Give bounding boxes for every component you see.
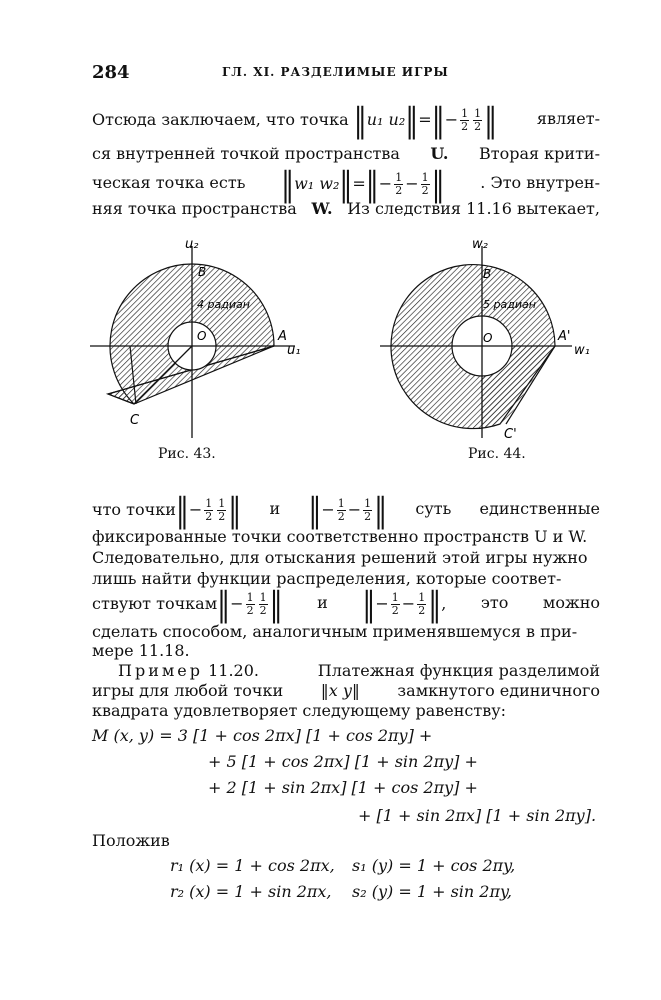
para2-line1: что точки‖− $\frac{1}{2}$ $\frac{1}{2}$ ‖ и ‖− $\frac{1}{2}$ − $\frac{1}{2}$ ‖ суть единственные bbox=[92, 491, 600, 530]
fig44-B: B bbox=[483, 267, 492, 281]
figure-43 bbox=[90, 237, 300, 438]
para2-line6: сделать способом, аналогичным применявшемуся в при- bbox=[92, 622, 578, 641]
para1-line3: ческая точка есть ‖w₁ w₂‖=‖− $\frac{1}{2}$ − $\frac{1}{2}$ ‖ . Это внутрен- bbox=[92, 165, 600, 204]
example-line3: квадрата удовлетворяет следующему равенству: bbox=[92, 701, 507, 720]
fig44-w1: w₁ bbox=[574, 343, 590, 358]
para2-line2: фиксированные точки соответственно пространств U и W. bbox=[92, 527, 588, 546]
para2-line7: мере 11.18. bbox=[92, 641, 190, 660]
para2-line5: ствуют точкам‖− $\frac{1}{2}$ $\frac{1}{2}$ ‖ и ‖− $\frac{1}{2}$ − $\frac{1}{2}$ ‖, это можно bbox=[92, 585, 600, 624]
def-s2: s₂ (y) = 1 + sin 2πy, bbox=[352, 882, 512, 901]
fig44-O: O bbox=[483, 331, 493, 345]
fig44-w2: w₂ bbox=[472, 237, 488, 252]
para1-line1: Отсюда заключаем, что точка ‖u₁ u₂‖=‖− $\frac{1}{2}$ $\frac{1}{2}$ ‖ являет- bbox=[92, 101, 600, 140]
page-header bbox=[92, 62, 592, 84]
fig44-arc-label: 5 радиан bbox=[483, 298, 536, 311]
formula-line1: M (x, y) = 3 [1 + cos 2πx] [1 + cos 2πy] + bbox=[92, 726, 433, 745]
fig44-caption: Рис. 44. bbox=[468, 446, 526, 462]
def-r2: r₂ (x) = 1 + sin 2πx, bbox=[170, 882, 332, 901]
fig43-O: O bbox=[197, 329, 207, 343]
example-line2: игры для любой точки ‖x y‖ замкнутого единичного bbox=[92, 681, 600, 700]
polozhiv: Положив bbox=[92, 831, 170, 850]
fig43-u1: u₁ bbox=[287, 343, 301, 358]
para1-line2: ся внутренней точкой пространства U. Вторая крити- bbox=[92, 144, 600, 163]
fig43-arc-label: 4 радиан bbox=[197, 298, 250, 311]
para2-line4: лишь найти функции распределения, которые соответ- bbox=[92, 569, 562, 588]
fig43-A: A bbox=[278, 329, 287, 344]
para2-line3: Следовательно, для отыскания решений этой игры нужно bbox=[92, 548, 588, 567]
figure-44 bbox=[380, 237, 590, 442]
fig43-u2: u₂ bbox=[185, 237, 199, 252]
example-line1: Пример 11.20. Платежная функция разделимой bbox=[118, 661, 600, 680]
def-r1: r₁ (x) = 1 + cos 2πx, bbox=[170, 856, 335, 875]
fig43-caption: Рис. 43. bbox=[158, 446, 216, 462]
para1-line4: няя точка пространства W. Из следствия 11.16 вытекает, bbox=[92, 199, 600, 218]
chapter-title: ГЛ. XI. РАЗДЕЛИМЫЕ ИГРЫ bbox=[222, 65, 449, 79]
fig43-C: C bbox=[130, 413, 140, 428]
def-s1: s₁ (y) = 1 + cos 2πy, bbox=[352, 856, 516, 875]
formula-line4: + [1 + sin 2πx] [1 + sin 2πy]. bbox=[358, 806, 597, 825]
figures bbox=[90, 228, 610, 468]
page-number: 284 bbox=[92, 62, 130, 83]
formula-line2: + 5 [1 + cos 2πx] [1 + sin 2πy] + bbox=[208, 752, 478, 771]
formula-line3: + 2 [1 + sin 2πx] [1 + cos 2πy] + bbox=[208, 778, 478, 797]
fig43-B: B bbox=[198, 265, 207, 279]
fig44-A: A' bbox=[558, 329, 571, 344]
fig44-C: C' bbox=[504, 427, 517, 442]
